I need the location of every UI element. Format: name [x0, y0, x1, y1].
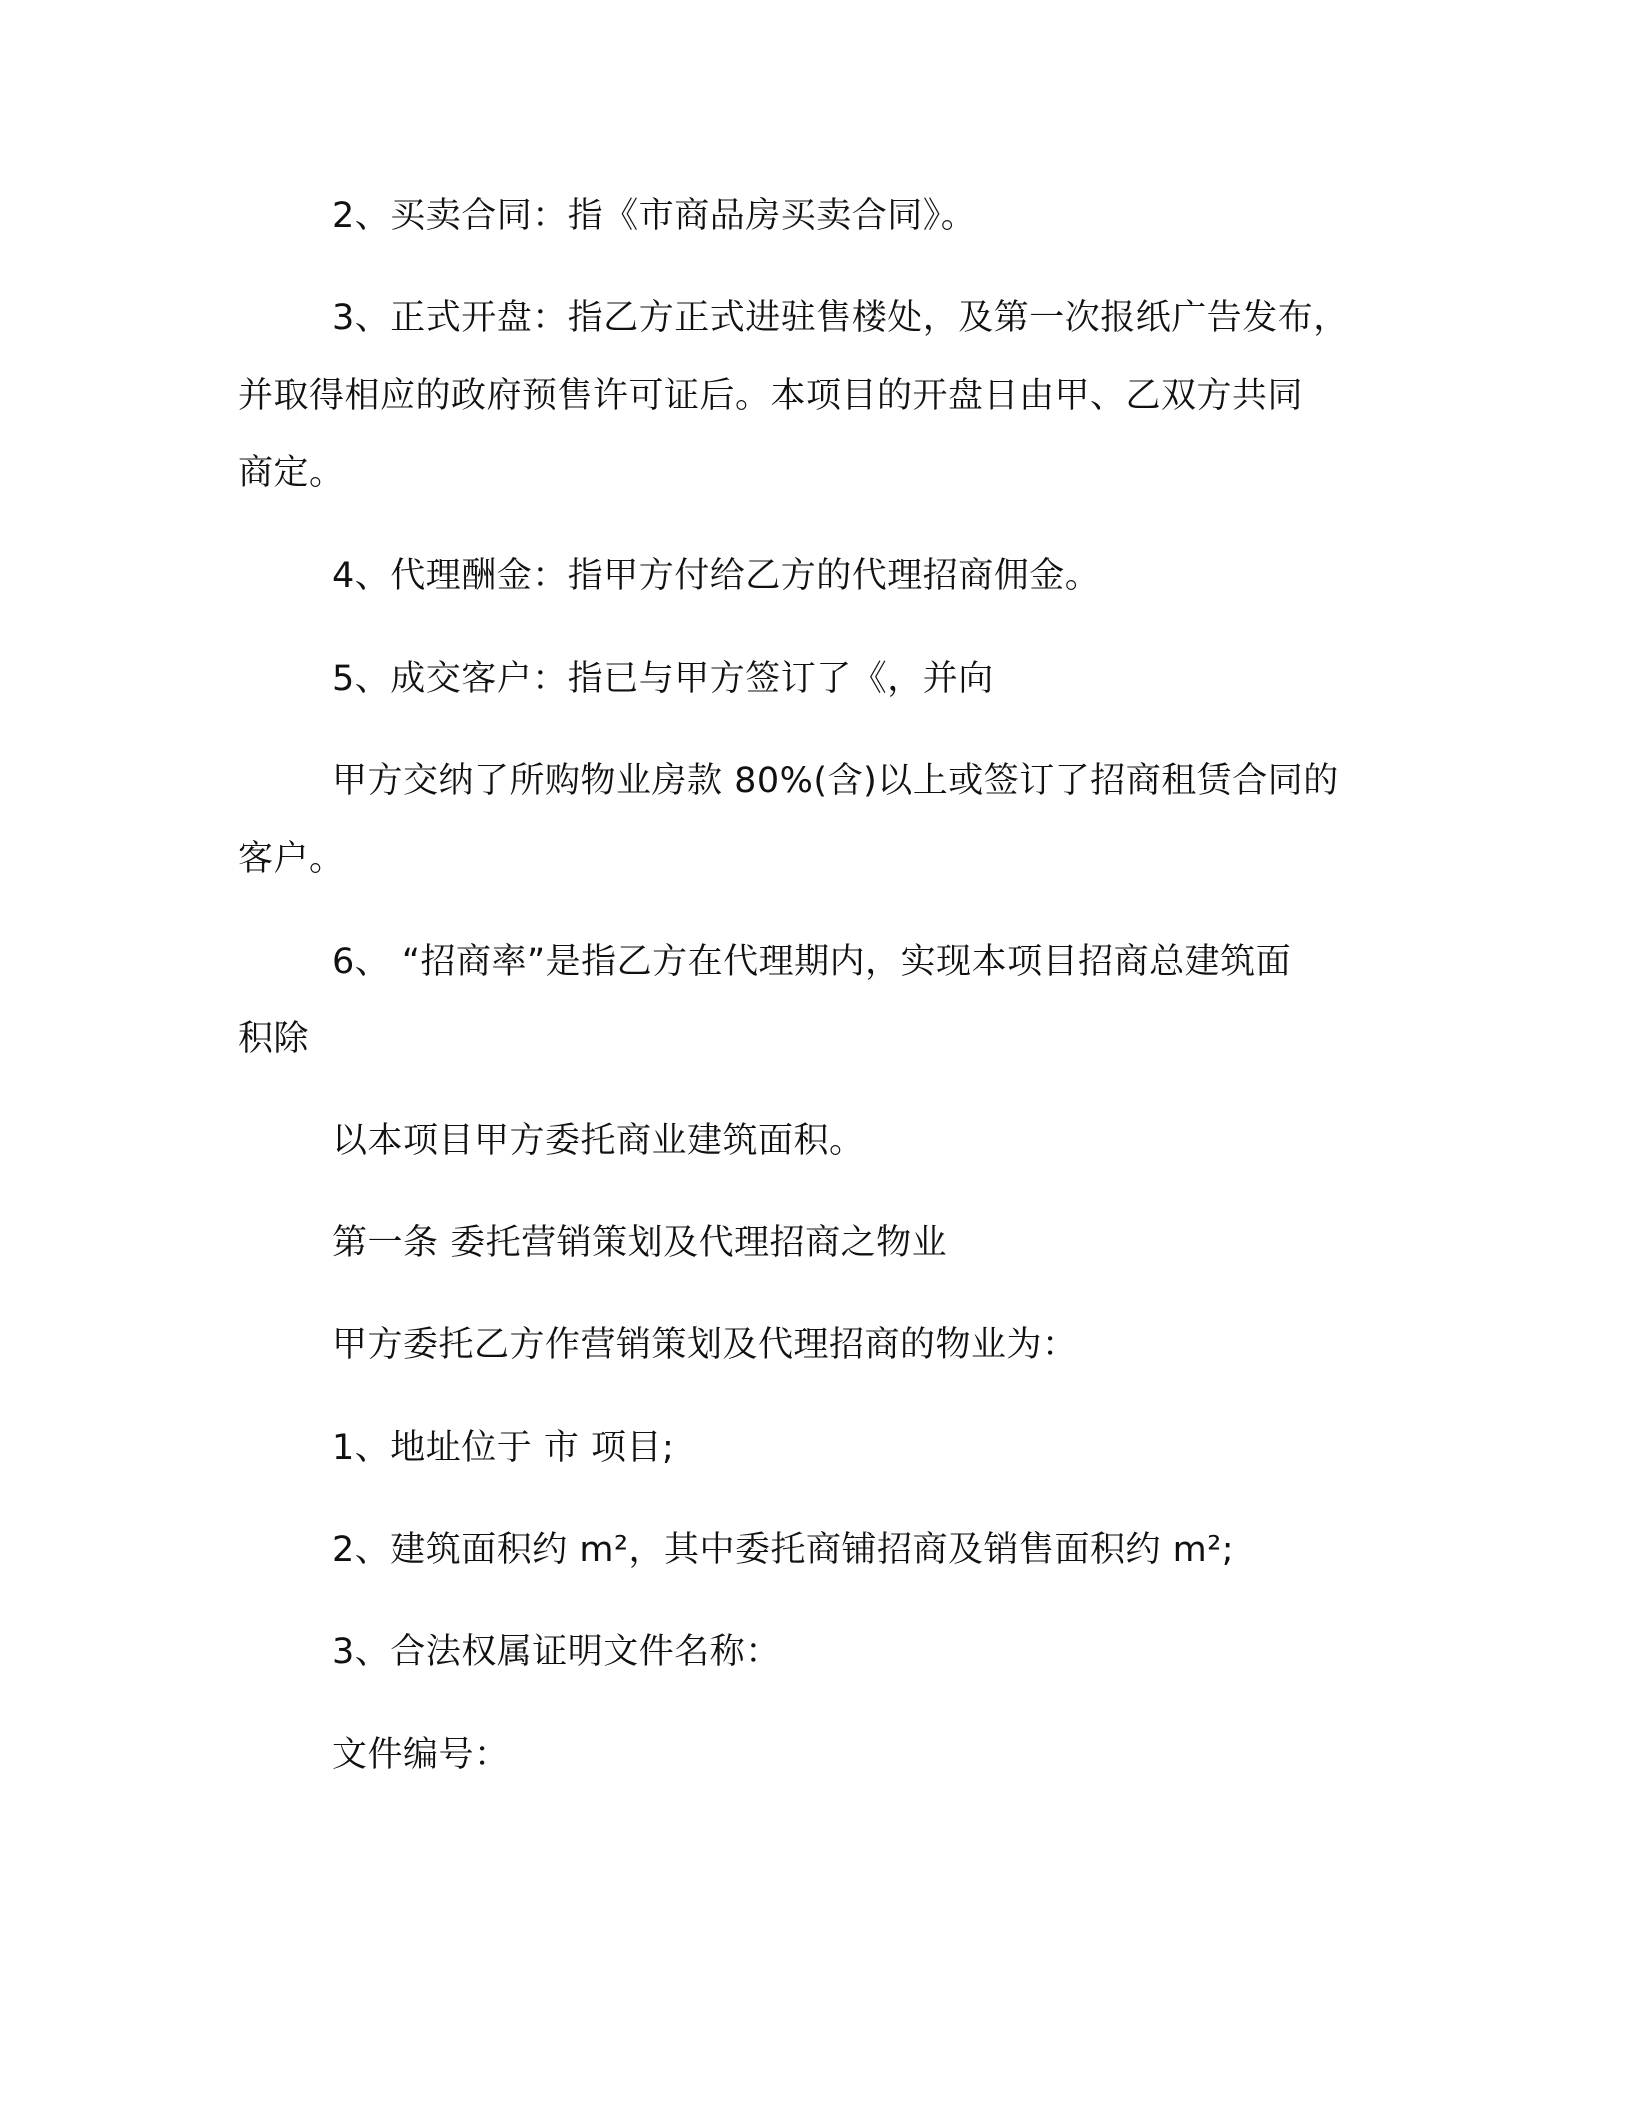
article-1-heading: 第一条 委托营销策划及代理招商之物业 — [332, 1223, 948, 1263]
article-1-item-3-ownership-doc: 3、合法权属证明文件名称： — [332, 1632, 781, 1672]
article-1-item-2-area: 2、建筑面积约 m²，其中委托商铺招商及销售面积约 m²; — [332, 1530, 1235, 1570]
article-1-document-number: 文件编号： — [332, 1735, 510, 1775]
article-1-intro: 甲方委托乙方作营销策划及代理招商的物业为： — [332, 1325, 1078, 1365]
clause-4-agency-fee: 4、代理酬金：指甲方付给乙方的代理招商佣金。 — [332, 556, 1101, 596]
clause-5-deal-customer-line-2: 甲方交纳了所购物业房款 80%(含)以上或签订了招商租赁合同的 — [332, 761, 1339, 801]
clause-6-leasing-rate-line-2: 积除 — [238, 1019, 310, 1059]
clause-3-official-opening-line-2: 并取得相应的政府预售许可证后。本项目的开盘日由甲、乙双方共同 — [238, 376, 1304, 416]
clause-6-leasing-rate-line-1: 6、 “招商率”是指乙方在代理期内，实现本项目招商总建筑面 — [332, 942, 1292, 982]
clause-3-official-opening-line-1: 3、正式开盘：指乙方正式进驻售楼处，及第一次报纸广告发布， — [332, 298, 1349, 338]
article-1-item-1-address: 1、地址位于 市 项目; — [332, 1428, 675, 1468]
clause-2-sales-contract: 2、买卖合同：指《市商品房买卖合同》。 — [332, 196, 977, 236]
clause-5-deal-customer-line-3: 客户。 — [238, 839, 345, 879]
clause-3-official-opening-line-3: 商定。 — [238, 453, 345, 493]
clause-5-deal-customer-line-1: 5、成交客户：指已与甲方签订了《，并向 — [332, 659, 994, 699]
clause-6-leasing-rate-line-3: 以本项目甲方委托商业建筑面积。 — [332, 1121, 865, 1161]
